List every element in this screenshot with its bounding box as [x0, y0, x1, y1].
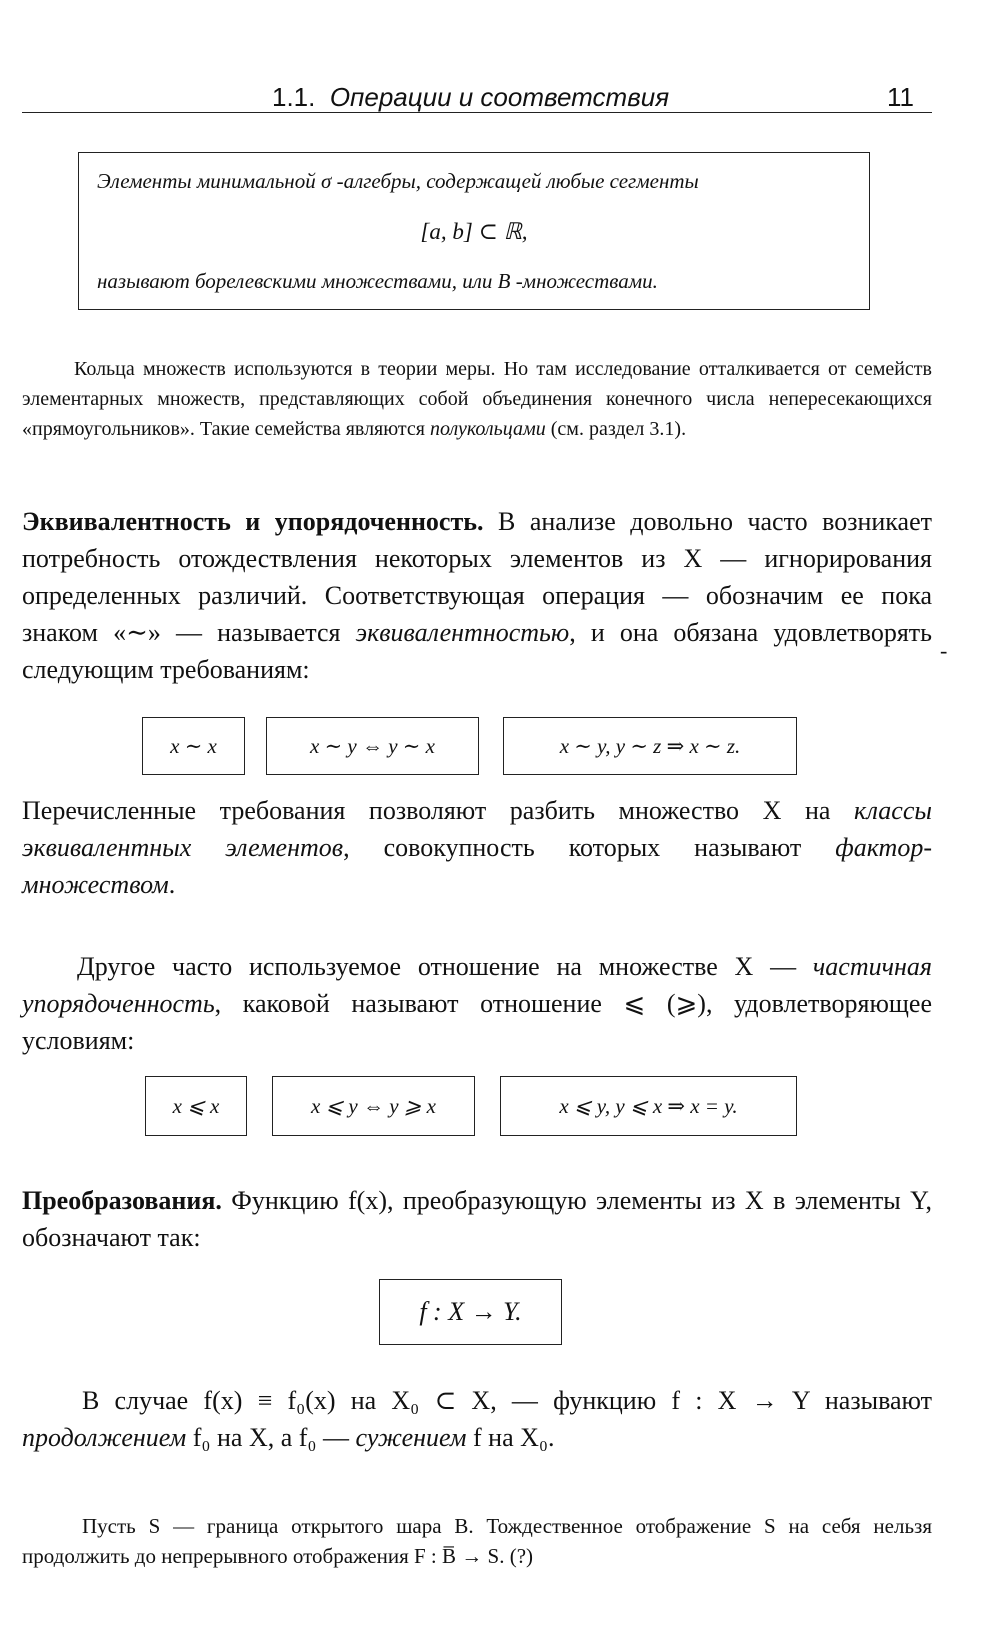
- extension-paragraph: В случае f(x) ≡ f₀(x) на X₀ ⊂ X, — функцию f : X → Y называют продолжением f₀ на X, а f₀ — сужением f на X₀.: [22, 1386, 932, 1452]
- equivalence-paragraph: Эквивалентность и упорядоченность. В анализе довольно часто возникает потребность отождествления некоторых элементов из X — игнорирования определенных различий. Соответствующая операция — обозначим ее пока знаком «∼» — называется эквивалентностью, и она обязана удовлетворять следующим требованиям:: [22, 507, 932, 684]
- footnote-exercise: Пусть S — граница открытого шара B. Тождественное отображение S на себя нельзя продолжить до непрерывного отображения F : B̅ → S. (?): [22, 1514, 932, 1568]
- partial-order-term: частичная упорядоченность: [22, 952, 932, 1018]
- extension-term: продолжением: [22, 1423, 187, 1452]
- rings-paragraph: Кольца множеств используются в теории меры. Но там исследование отталкивается от семейств элементарных множеств, представляющих собой объединения конечного числа непересекающихся «прямоугольников». Такие семейства являются полукольцами (см. раздел 3.1).: [22, 358, 932, 440]
- transform-paragraph: Преобразования. Функцию f(x), преобразующую элементы из X в элементы Y, обозначают так:: [22, 1186, 932, 1252]
- equivalence-heading: Эквивалентность и упорядоченность.: [22, 507, 484, 536]
- restriction-term: сужением: [355, 1423, 467, 1452]
- section-title: Операции и соответствия: [329, 82, 670, 112]
- hyphen-mark: -: [940, 638, 948, 663]
- semirings-term: полукольцами: [430, 418, 546, 440]
- definition-line-1: Элементы минимальной σ -алгебры, содержащей любые сегменты: [97, 169, 699, 193]
- order-paragraph: Другое часто используемое отношение на множестве X — частичная упорядоченность, каковой называют отношение ⩽ (⩾), удовлетворяющее условиям:: [22, 952, 932, 1055]
- formula-transitivity: x ∼ y, y ∼ z ⇒ x ∼ z.: [503, 717, 797, 775]
- definition-box: [78, 152, 870, 310]
- equivalence-term: эквивалентностью: [355, 618, 570, 647]
- formula-reflexivity: x ∼ x: [142, 717, 245, 775]
- transform-heading: Преобразования.: [22, 1186, 222, 1215]
- factor-set-term: фактор-множеством: [22, 833, 932, 899]
- page-number: 11: [887, 82, 914, 112]
- formula-antisymmetry: x ⩽ y, y ⩽ x ⇒ x = y.: [500, 1076, 797, 1136]
- definition-line-3: называют борелевскими множествами, или B -множествами.: [97, 269, 658, 293]
- page-header: [22, 82, 932, 113]
- definition-formula: [a, b] ⊂ ℝ,: [420, 219, 528, 244]
- equivalence-classes-term: классы эквивалентных элементов: [22, 796, 932, 862]
- formula-mapping: f : X → Y.: [379, 1279, 562, 1345]
- classes-paragraph: Перечисленные требования позволяют разбить множество X на классы эквивалентных элементов, совокупность которых называют фактор-множеством.: [22, 796, 932, 899]
- formula-symmetry: x ∼ y ⇔ y ∼ x: [266, 717, 479, 775]
- formula-order-duality: x ⩽ y ⇔ y ⩾ x: [272, 1076, 475, 1136]
- formula-order-reflexivity: x ⩽ x: [145, 1076, 247, 1136]
- running-title: 1.1. Операции и соответствия: [272, 82, 670, 112]
